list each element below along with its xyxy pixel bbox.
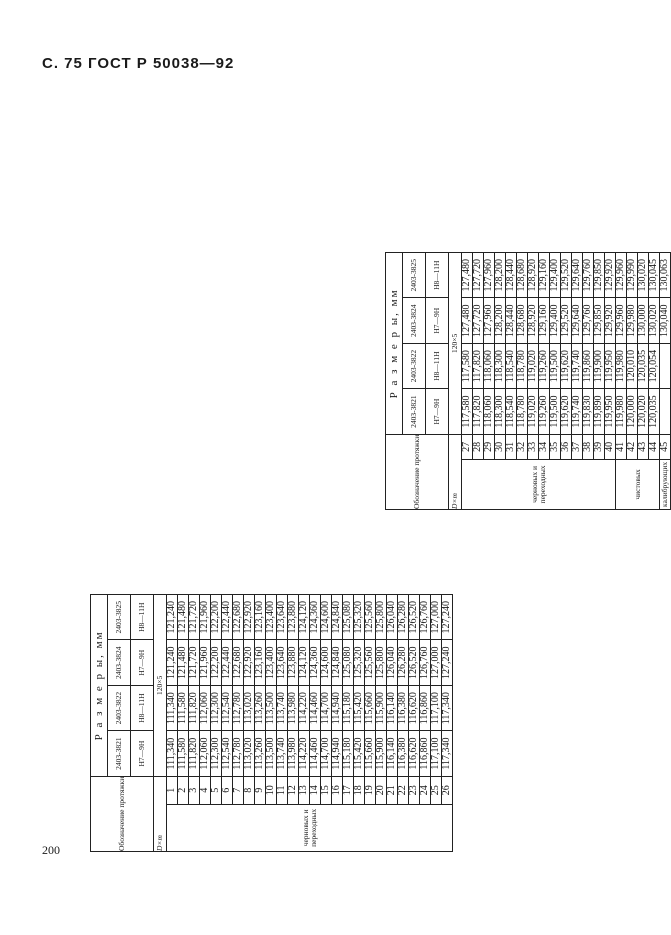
tolerance-header: Н7—9Н	[426, 389, 449, 434]
diameter-value: 122,200	[211, 640, 222, 685]
diameter-value: 119,980	[616, 343, 627, 388]
diameter-value: 121,240	[167, 640, 178, 685]
tooth-number: 36	[561, 434, 572, 459]
dxm-header: D×m	[449, 434, 462, 509]
diameter-value: 116,140	[387, 731, 398, 776]
diameter-value: 124,840	[332, 595, 343, 640]
tolerance-header: Н7—9Н	[131, 731, 154, 776]
diameter-value: 123,640	[277, 640, 288, 685]
diameter-value: 116,380	[398, 685, 409, 730]
tooth-number: 10	[266, 776, 277, 804]
diameter-value: 122,440	[222, 595, 233, 640]
sizes-caption: Р а з м е р ы, мм	[91, 595, 108, 777]
diameter-value: 127,240	[442, 595, 453, 640]
tooth-number: 17	[343, 776, 354, 804]
sizes-caption: Р а з м е р ы, мм	[386, 253, 403, 435]
diameter-value: 116,860	[420, 731, 431, 776]
tolerance-header: Н8—11Н	[426, 253, 449, 298]
diameter-value: 130,045	[649, 253, 660, 298]
tooth-number: 15	[321, 776, 332, 804]
diameter-value: 129,990	[627, 253, 638, 298]
group-row	[154, 595, 167, 852]
diameter-value: 127,480	[462, 253, 473, 298]
tooth-number: 14	[310, 776, 321, 804]
diameter-value: 117,100	[431, 731, 442, 776]
diameter-value: 126,040	[387, 640, 398, 685]
tolerance-header: Н8—11Н	[426, 343, 449, 388]
diameter-value: 129,640	[572, 298, 583, 343]
diameter-value: 119,500	[550, 389, 561, 434]
diameter-value: 121,960	[200, 640, 211, 685]
tooth-number: 1	[167, 776, 178, 804]
diameter-value: 111,820	[189, 731, 200, 776]
diameter-value: 120,020	[638, 389, 649, 434]
diameter-value: 129,400	[550, 253, 561, 298]
group-label-calibrating: калибрующих	[660, 459, 671, 509]
diameter-value: 122,680	[233, 640, 244, 685]
diameter-value: 121,240	[167, 595, 178, 640]
diameter-value: 125,080	[343, 595, 354, 640]
tooth-number: 25	[431, 776, 442, 804]
tooth-number: 44	[649, 434, 660, 459]
diameter-value: 112,300	[211, 685, 222, 730]
tooth-number: 4	[200, 776, 211, 804]
diameter-value: 123,880	[288, 640, 299, 685]
diameter-value: 115,660	[365, 731, 376, 776]
tolerance-header: Н7—9Н	[426, 298, 449, 343]
diameter-value: 114,220	[299, 731, 310, 776]
diameter-value: 125,560	[365, 640, 376, 685]
code-header: 2403-3821	[108, 731, 131, 776]
diameter-value: 128,920	[528, 298, 539, 343]
diameter-value: 111,820	[189, 685, 200, 730]
tooth-number: 28	[473, 434, 484, 459]
diameter-value: 113,980	[288, 685, 299, 730]
table-row	[462, 253, 473, 510]
diameter-value: 124,600	[321, 595, 332, 640]
diameter-value: 112,780	[233, 685, 244, 730]
tooth-number: 9	[255, 776, 266, 804]
diameter-value: 116,380	[398, 731, 409, 776]
diameter-value: 111,340	[167, 731, 178, 776]
table-row	[167, 595, 178, 852]
diameter-value: 113,740	[277, 731, 288, 776]
diameter-value: 112,780	[233, 731, 244, 776]
diameter-value: 117,580	[462, 343, 473, 388]
code-header: 2403-3822	[403, 343, 426, 388]
size-group-header: 120×5	[449, 253, 462, 435]
diameter-value: 112,300	[211, 731, 222, 776]
diameter-value	[660, 389, 671, 434]
diameter-value: 129,960	[616, 298, 627, 343]
diameter-value: 122,920	[244, 595, 255, 640]
diameter-value: 119,900	[594, 343, 605, 388]
diameter-value: 127,480	[462, 298, 473, 343]
diameter-value: 118,300	[495, 343, 506, 388]
diameter-value: 129,850	[594, 253, 605, 298]
tooth-number: 29	[484, 434, 495, 459]
diameter-value: 115,420	[354, 685, 365, 730]
tolerance-header: Н8—11Н	[131, 595, 154, 640]
diameter-value: 120,000	[627, 389, 638, 434]
table-row	[616, 253, 627, 510]
diameter-value: 115,420	[354, 731, 365, 776]
diameter-value: 116,140	[387, 685, 398, 730]
diameter-value: 113,740	[277, 685, 288, 730]
diameter-value: 126,760	[420, 595, 431, 640]
diameter-value: 119,860	[583, 343, 594, 388]
diameter-value: 112,060	[200, 731, 211, 776]
diameter-value: 127,960	[484, 298, 495, 343]
diameter-value: 115,180	[343, 731, 354, 776]
diameter-value: 128,440	[506, 298, 517, 343]
diameter-value: 123,400	[266, 640, 277, 685]
tooth-number: 16	[332, 776, 343, 804]
diameter-value: 122,440	[222, 640, 233, 685]
diameter-value: 129,160	[539, 298, 550, 343]
diameter-value: 124,120	[299, 595, 310, 640]
tooth-number: 26	[442, 776, 453, 804]
tooth-number: 39	[594, 434, 605, 459]
diameter-value: 130,063	[660, 253, 671, 298]
group-label-rough: черновых и переходных	[462, 459, 616, 509]
diameter-value: 113,020	[244, 731, 255, 776]
diameter-value: 117,100	[431, 685, 442, 730]
tooth-number: 43	[638, 434, 649, 459]
tooth-number: 13	[299, 776, 310, 804]
tooth-number: 42	[627, 434, 638, 459]
diameter-value: 120,035	[638, 343, 649, 388]
tooth-number: 35	[550, 434, 561, 459]
diameter-value: 126,040	[387, 595, 398, 640]
page-number: 200	[42, 843, 60, 857]
group-label-rough: черновых и переходных	[167, 804, 453, 851]
diameter-value: 119,020	[528, 343, 539, 388]
dxm-header: D×m	[154, 776, 167, 851]
tooth-number: 27	[462, 434, 473, 459]
diameter-value: 115,660	[365, 685, 376, 730]
diameter-value: 129,850	[594, 298, 605, 343]
tooth-number: 38	[583, 434, 594, 459]
diameter-value: 119,890	[594, 389, 605, 434]
tooth-number: 21	[387, 776, 398, 804]
tooth-number: 3	[189, 776, 200, 804]
diameter-value: 118,300	[495, 389, 506, 434]
code-header: 2403-3825	[403, 253, 426, 298]
diameter-value: 122,680	[233, 595, 244, 640]
diameter-value: 126,520	[409, 595, 420, 640]
diameter-value: 129,160	[539, 253, 550, 298]
diameter-value: 120,035	[649, 389, 660, 434]
tooth-number: 5	[211, 776, 222, 804]
diameter-value: 124,360	[310, 595, 321, 640]
diameter-value: 123,880	[288, 595, 299, 640]
tooth-number: 6	[222, 776, 233, 804]
diameter-value: 119,020	[528, 389, 539, 434]
diameter-value: 129,520	[561, 298, 572, 343]
diameter-value: 117,820	[473, 389, 484, 434]
diameter-value: 128,200	[495, 253, 506, 298]
tooth-number: 34	[539, 434, 550, 459]
diameter-value: 117,340	[442, 685, 453, 730]
diameter-value: 113,500	[266, 731, 277, 776]
tooth-number: 40	[605, 434, 616, 459]
diameter-value: 114,460	[310, 685, 321, 730]
diameter-value: 129,400	[550, 298, 561, 343]
tooth-number: 24	[420, 776, 431, 804]
diameter-value: 127,000	[431, 595, 442, 640]
diameter-value: 129,760	[583, 298, 594, 343]
diameter-value: 129,760	[583, 253, 594, 298]
diameter-value: 130,020	[638, 253, 649, 298]
diameter-value: 125,320	[354, 640, 365, 685]
tooth-number: 45	[660, 434, 671, 459]
diameter-value: 128,200	[495, 298, 506, 343]
group-label-finish: чистовых	[616, 459, 660, 509]
diameter-value: 125,320	[354, 595, 365, 640]
diameter-value: 119,260	[539, 389, 550, 434]
diameter-value: 119,980	[616, 389, 627, 434]
diameter-value: 125,560	[365, 595, 376, 640]
diameter-value: 113,500	[266, 685, 277, 730]
code-header: 2403-3822	[108, 685, 131, 730]
diameter-value: 128,680	[517, 298, 528, 343]
diameter-value: 124,120	[299, 640, 310, 685]
diameter-value: 124,600	[321, 640, 332, 685]
diameter-value: 119,740	[572, 389, 583, 434]
tooth-number: 41	[616, 434, 627, 459]
diameter-value: 127,000	[431, 640, 442, 685]
group-row	[449, 253, 462, 510]
diameter-value: 113,020	[244, 685, 255, 730]
diameter-value: 124,360	[310, 640, 321, 685]
tooth-number: 31	[506, 434, 517, 459]
tooth-number: 37	[572, 434, 583, 459]
tooth-number: 23	[409, 776, 420, 804]
diameter-value: 120,054	[649, 343, 660, 388]
diameter-value: 125,800	[376, 640, 387, 685]
diameter-value: 118,540	[506, 343, 517, 388]
diameter-value: 118,540	[506, 389, 517, 434]
tolerance-header: Н8—11Н	[131, 685, 154, 730]
diameter-value: 123,640	[277, 595, 288, 640]
diameter-value: 121,480	[178, 640, 189, 685]
diameter-value: 127,720	[473, 253, 484, 298]
tooth-number: 12	[288, 776, 299, 804]
code-header: 2403-3825	[108, 595, 131, 640]
diameter-value: 130,040	[660, 298, 671, 343]
tooth-number: 32	[517, 434, 528, 459]
diameter-value: 120,010	[627, 343, 638, 388]
diameter-value: 126,280	[398, 595, 409, 640]
table-row	[660, 253, 671, 510]
diameter-value: 121,480	[178, 595, 189, 640]
diameter-value: 126,520	[409, 640, 420, 685]
tooth-number: 19	[365, 776, 376, 804]
diameter-value: 113,260	[255, 731, 266, 776]
diameter-value: 127,960	[484, 253, 495, 298]
diameter-value: 119,950	[605, 343, 616, 388]
diameter-value: 119,740	[572, 343, 583, 388]
diameter-value: 116,620	[409, 685, 420, 730]
diameter-value: 126,760	[420, 640, 431, 685]
tooth-number: 7	[233, 776, 244, 804]
diameter-value: 114,220	[299, 685, 310, 730]
diameter-value: 128,680	[517, 253, 528, 298]
diameter-value: 129,980	[627, 298, 638, 343]
diameter-value: 123,160	[255, 640, 266, 685]
header-row	[91, 595, 108, 852]
code-header: 2403-3824	[403, 298, 426, 343]
right-table	[385, 252, 671, 510]
diameter-value: 125,800	[376, 595, 387, 640]
tooth-number: 2	[178, 776, 189, 804]
diameter-value: 118,060	[484, 343, 495, 388]
tooth-number: 22	[398, 776, 409, 804]
diameter-value: 113,260	[255, 685, 266, 730]
diameter-value: 121,720	[189, 595, 200, 640]
diameter-value: 127,240	[442, 640, 453, 685]
diameter-value: 128,440	[506, 253, 517, 298]
diameter-value: 116,860	[420, 685, 431, 730]
tooth-number: 11	[277, 776, 288, 804]
designation-header: Обозначение протяжки	[91, 776, 154, 851]
header-row	[386, 253, 403, 510]
diameter-value: 119,500	[550, 343, 561, 388]
diameter-value: 118,780	[517, 389, 528, 434]
diameter-value: 123,160	[255, 595, 266, 640]
diameter-value: 115,900	[376, 685, 387, 730]
tooth-number: 20	[376, 776, 387, 804]
tolerance-header: Н7—9Н	[131, 640, 154, 685]
diameter-value: 127,720	[473, 298, 484, 343]
page-title: С. 75 ГОСТ Р 50038—92	[42, 55, 235, 72]
diameter-value: 122,200	[211, 595, 222, 640]
diameter-value: 114,700	[321, 731, 332, 776]
diameter-value: 129,640	[572, 253, 583, 298]
diameter-value: 112,060	[200, 685, 211, 730]
tooth-number: 33	[528, 434, 539, 459]
diameter-value: 130,020	[649, 298, 660, 343]
diameter-value: 115,900	[376, 731, 387, 776]
diameter-value: 125,080	[343, 640, 354, 685]
diameter-value: 112,540	[222, 685, 233, 730]
designation-header: Обозначение протяжки	[386, 434, 449, 509]
tooth-number: 8	[244, 776, 255, 804]
diameter-value: 129,920	[605, 298, 616, 343]
diameter-value: 119,620	[561, 389, 572, 434]
diameter-value: 117,820	[473, 343, 484, 388]
diameter-value: 130,000	[638, 298, 649, 343]
diameter-value: 122,920	[244, 640, 255, 685]
tooth-number: 30	[495, 434, 506, 459]
diameter-value: 119,620	[561, 343, 572, 388]
code-header: 2403-3824	[108, 640, 131, 685]
left-table	[90, 594, 453, 852]
diameter-value: 119,830	[583, 389, 594, 434]
diameter-value: 129,920	[605, 253, 616, 298]
diameter-value: 111,340	[167, 685, 178, 730]
diameter-value: 114,940	[332, 685, 343, 730]
diameter-value: 119,950	[605, 389, 616, 434]
diameter-value: 126,280	[398, 640, 409, 685]
diameter-value: 117,580	[462, 389, 473, 434]
tooth-number: 18	[354, 776, 365, 804]
diameter-value: 129,960	[616, 253, 627, 298]
diameter-value: 117,340	[442, 731, 453, 776]
diameter-value: 112,540	[222, 731, 233, 776]
diameter-value: 124,840	[332, 640, 343, 685]
diameter-value: 115,180	[343, 685, 354, 730]
diameter-value: 118,780	[517, 343, 528, 388]
diameter-value: 121,720	[189, 640, 200, 685]
diameter-value	[660, 343, 671, 388]
diameter-value: 118,060	[484, 389, 495, 434]
code-header: 2403-3821	[403, 389, 426, 434]
diameter-value: 114,700	[321, 685, 332, 730]
diameter-value: 123,400	[266, 595, 277, 640]
diameter-value: 119,260	[539, 343, 550, 388]
diameter-value: 128,920	[528, 253, 539, 298]
diameter-value: 129,520	[561, 253, 572, 298]
diameter-value: 111,580	[178, 731, 189, 776]
diameter-value: 114,940	[332, 731, 343, 776]
diameter-value: 111,580	[178, 685, 189, 730]
diameter-value: 113,980	[288, 731, 299, 776]
diameter-value: 121,960	[200, 595, 211, 640]
diameter-value: 114,460	[310, 731, 321, 776]
size-group-header: 120×5	[154, 595, 167, 777]
diameter-value: 116,620	[409, 731, 420, 776]
